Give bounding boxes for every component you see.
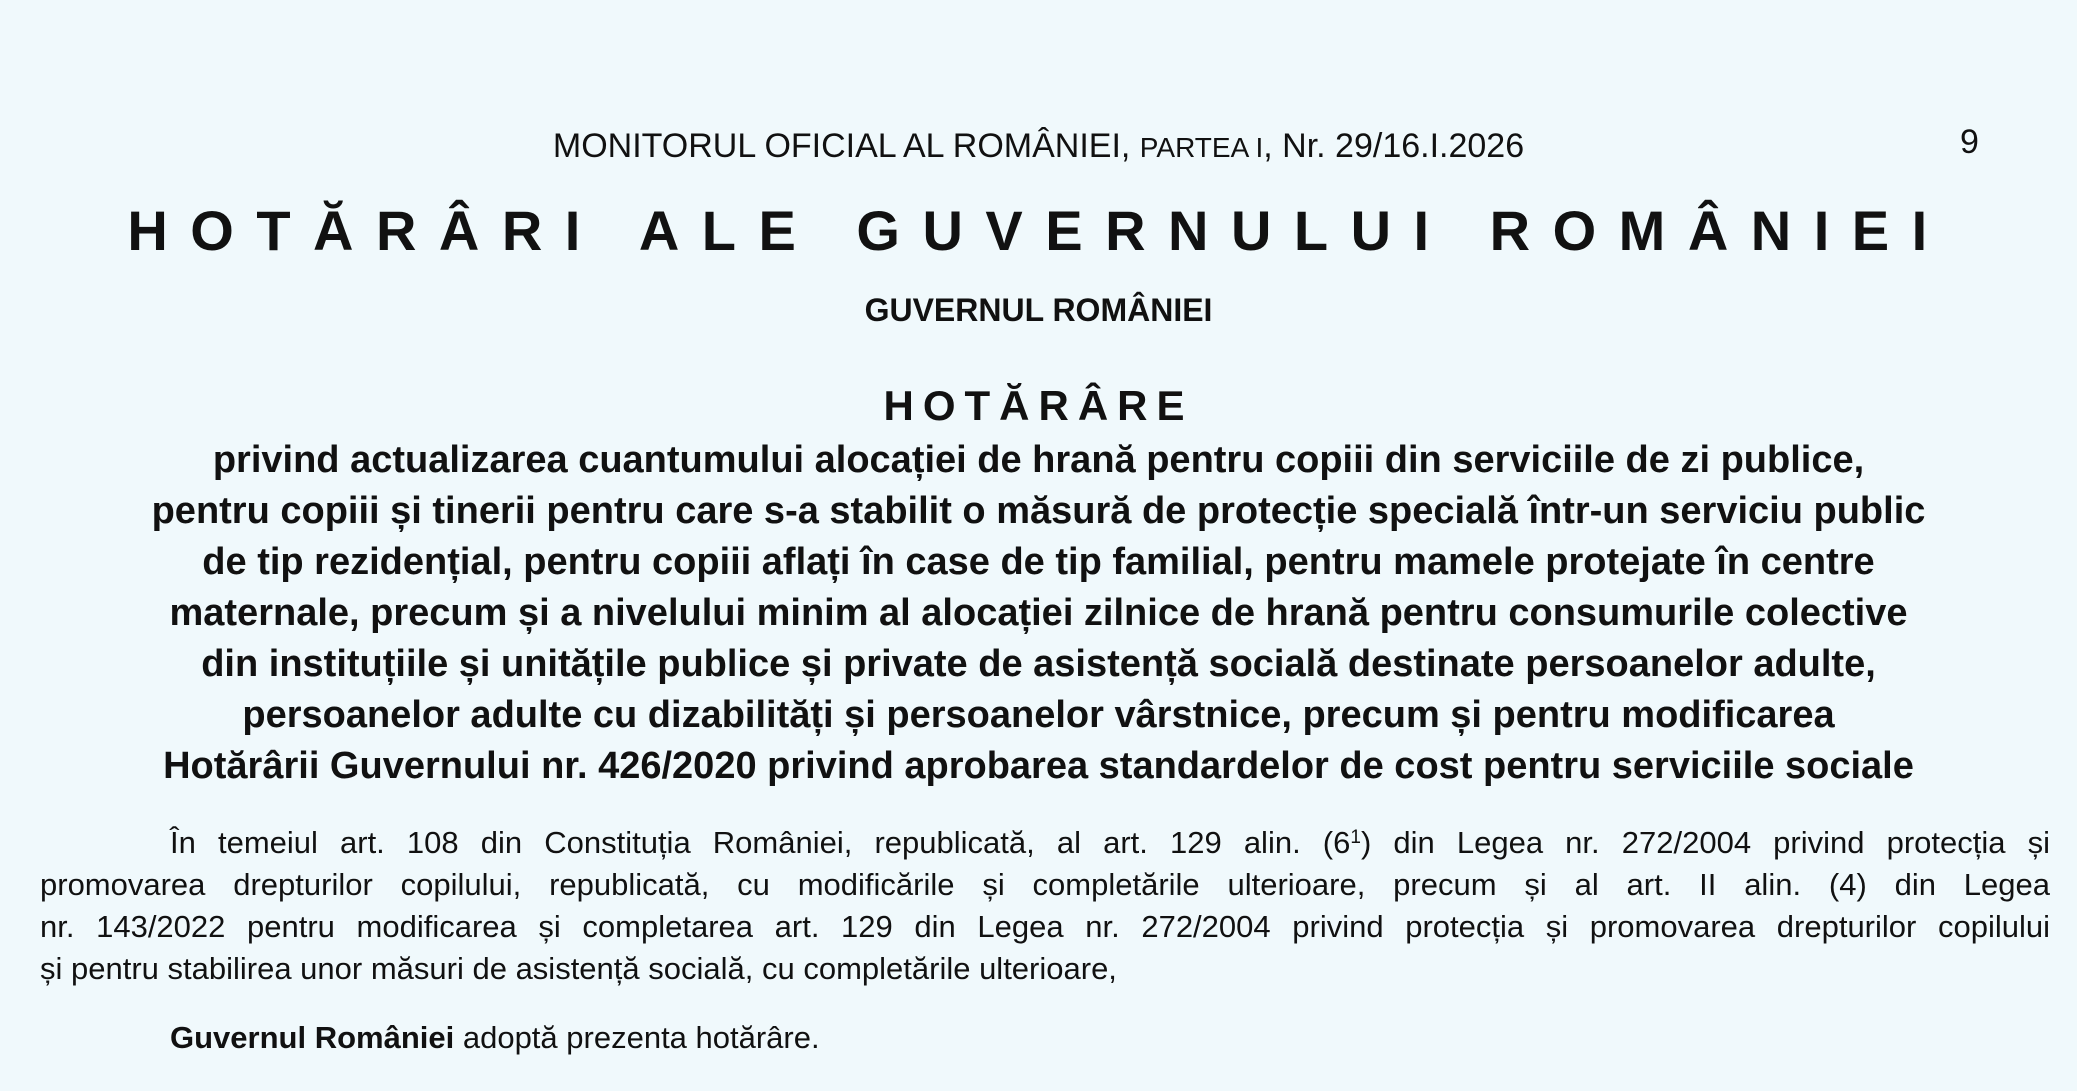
section-title: HOTĂRÂRI ALE GUVERNULUI ROMÂNIEI xyxy=(127,199,1950,262)
issuer-name: GUVERNUL ROMÂNIEI xyxy=(864,292,1213,328)
subject-line: din instituțiile și unitățile publice și private de asistență socială destinate persoanelor adulte, xyxy=(201,643,1876,685)
document-type: HOTĂRÂRE xyxy=(883,382,1194,429)
subject-line: maternale, precum și a nivelului minim al alocației zilnice de hrană pentru consumurile colective xyxy=(169,592,1908,634)
document-subject xyxy=(0,435,2077,792)
preamble-line: și pentru stabilirea unor măsuri de asistență socială, cu completările ulterioare, xyxy=(40,951,1117,986)
subject-line: privind actualizarea cuantumului alocației de hrană pentru copiii din serviciile de zi publice, xyxy=(212,439,1865,481)
adoption-text: adoptă prezenta hotărâre. xyxy=(454,1020,820,1055)
adoption-subject: Guvernul României xyxy=(170,1020,455,1055)
subject-line: Hotărârii Guvernului nr. 426/2020 privind aprobarea standardelor de cost pentru serviciile sociale xyxy=(163,745,1914,787)
publication-part: PARTEA I xyxy=(1139,132,1264,163)
preamble-paragraph xyxy=(40,822,2050,990)
publication-name: MONITORUL OFICIAL AL ROMÂNIEI, xyxy=(552,127,1140,165)
adoption-statement xyxy=(170,1017,820,1059)
preamble-line xyxy=(40,822,2050,864)
page-number: 9 xyxy=(1960,123,1979,161)
preamble-line: nr. 143/2022 pentru modificarea și completarea art. 129 din Legea nr. 272/2004 privind protecția și promovarea drepturilor copilului xyxy=(40,909,2050,944)
preamble-text: În temeiul art. 108 din Constituția României, republicată, al art. 129 alin. (6 xyxy=(170,825,1351,860)
preamble-line: promovarea drepturilor copilului, republicată, cu modificările și completările ulterioare, precum și al art. II alin. (4) din Legea xyxy=(40,867,2050,902)
superscript: 1 xyxy=(1350,827,1361,848)
publication-issue: , Nr. 29/16.I.2026 xyxy=(1263,127,1525,165)
publication-header xyxy=(0,124,2077,170)
subject-line: persoanelor adulte cu dizabilități și persoanelor vârstnice, precum și pentru modificarea xyxy=(242,694,1835,736)
subject-line: de tip rezidențial, pentru copiii aflați în case de tip familial, pentru mamele protejate în centre xyxy=(202,541,1875,583)
preamble-text: ) din Legea nr. 272/2004 privind protecția și xyxy=(1360,825,2050,860)
subject-line: pentru copiii și tinerii pentru care s-a stabilit o măsură de protecție specială într-un serviciu public xyxy=(151,490,1926,532)
